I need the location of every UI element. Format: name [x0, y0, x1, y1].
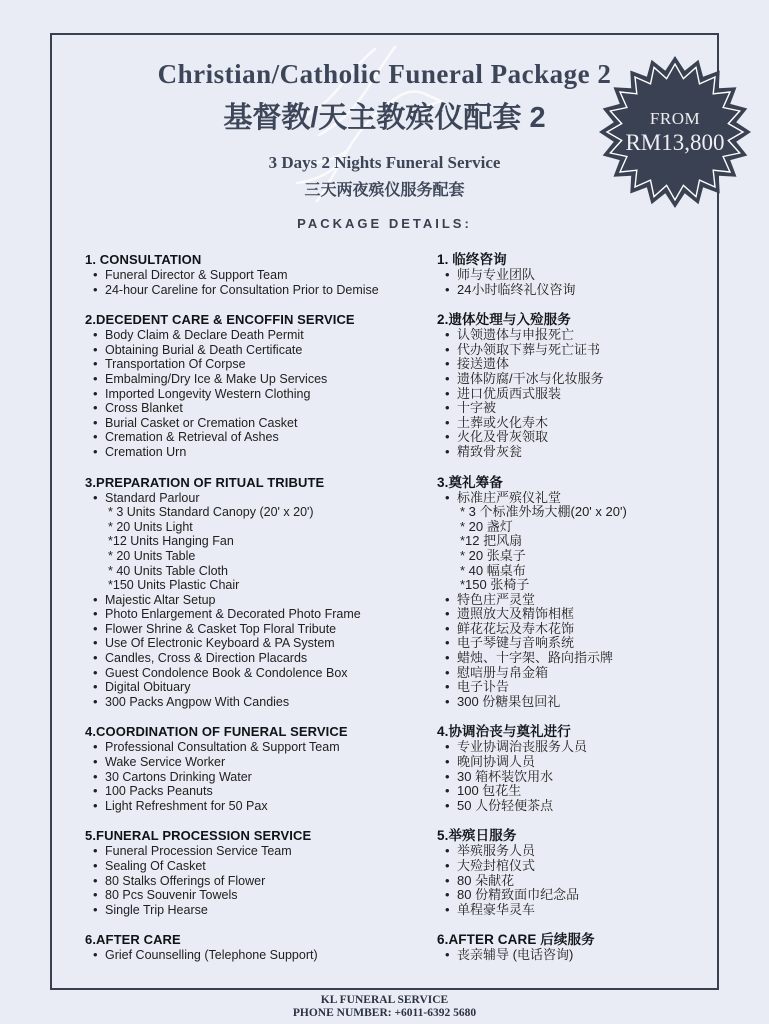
list-item: • 接送遗体	[437, 357, 711, 372]
company-name: KL FUNERAL SERVICE	[320, 994, 449, 1006]
package-section	[437, 252, 711, 297]
sub-list-item: *150 Units Plastic Chair	[108, 578, 240, 593]
section-item-list	[437, 740, 711, 813]
list-item: • Body Claim & Declare Death Permit	[85, 328, 437, 343]
package-section	[437, 475, 711, 710]
list-item: • Light Refreshment for 50 Pax	[85, 799, 437, 814]
list-item: • 电子琴键与音响系统	[437, 636, 711, 651]
list-item: • 师与专业团队	[437, 268, 711, 283]
list-item: • Obtaining Burial & Death Certificate	[85, 343, 437, 358]
phone-number: PHONE NUMBER: +6011-6392 5680	[292, 1007, 477, 1019]
list-item: • Grief Counselling (Telephone Support)	[85, 948, 437, 963]
section-heading: 3.PREPARATION OF RITUAL TRIBUTE	[85, 474, 325, 490]
subtitle-zh: 三天两夜殡仪服务配套	[304, 182, 465, 199]
sub-list-item: * 3 个标准外场大棚(20' x 20')	[460, 504, 627, 520]
section-heading: 2.DECEDENT CARE & ENCOFFIN SERVICE	[85, 312, 355, 328]
list-item: • Wake Service Worker	[85, 755, 437, 770]
package-section	[85, 724, 437, 813]
list-item: • 100 包花生	[437, 784, 711, 799]
section-heading: 6.AFTER CARE	[85, 932, 181, 948]
list-item: • 电子讣告	[437, 680, 711, 695]
section-item-list	[437, 844, 711, 917]
list-item: • Photo Enlargement & Decorated Photo Frame	[85, 607, 437, 622]
list-item: • Cremation & Retrieval of Ashes	[85, 430, 437, 445]
sub-list-item: * 40 Units Table Cloth	[108, 563, 228, 578]
sub-list-item: * 20 Units Table	[108, 548, 196, 563]
list-item: • Majestic Altar Setup	[85, 593, 437, 608]
list-item: • Professional Consultation & Support Team	[85, 740, 437, 755]
section-heading: 6.AFTER CARE 后续服务	[437, 932, 595, 948]
package-section	[437, 932, 711, 963]
list-item: • 30 箱杯装饮用水	[437, 770, 711, 785]
list-item: • 24小时临终礼仪咨询	[437, 283, 711, 298]
list-item: • Burial Casket or Cremation Casket	[85, 416, 437, 431]
list-item: • 代办领取下葬与死亡证书	[437, 343, 711, 358]
list-item: • 标准庄严殡仪礼堂	[437, 491, 711, 506]
price-value: RM13,800	[625, 129, 725, 155]
list-item: • Candles, Cross & Direction Placards	[85, 651, 437, 666]
sub-list-item: * 40 幅桌布	[460, 562, 526, 578]
list-item: • 80 Pcs Souvenir Towels	[85, 888, 437, 903]
package-details-label: PACKAGE DETAILS:	[297, 216, 472, 231]
list-item: • Sealing Of Casket	[85, 859, 437, 874]
section-item-list	[437, 948, 711, 963]
price-from-label: FROM	[649, 108, 701, 128]
list-item: • 24-hour Careline for Consultation Prior to Demise	[85, 283, 437, 298]
list-item: • 土葬或火化寿木	[437, 416, 711, 431]
list-item: • 遗照放大及精饰相框	[437, 607, 711, 622]
package-section	[85, 252, 437, 297]
package-section	[437, 312, 711, 459]
package-section	[437, 828, 711, 917]
sub-list-item: *12 Units Hanging Fan	[108, 534, 234, 549]
page-title-zh: 基督教/天主教殡仪配套 2	[223, 102, 546, 134]
list-item: • 50 人份轻便茶点	[437, 799, 711, 814]
list-item: • Embalming/Dry Ice & Make Up Services	[85, 372, 437, 387]
english-column	[85, 252, 437, 978]
list-item: • 进口优质西式服装	[437, 387, 711, 402]
section-item-list	[85, 491, 437, 710]
section-heading: 3.奠礼筹备	[437, 474, 503, 490]
section-item-list	[85, 948, 437, 963]
list-item: • Funeral Procession Service Team	[85, 844, 437, 859]
package-section	[85, 475, 437, 710]
list-item: • 单程豪华灵车	[437, 903, 711, 918]
list-item: • 慰唁册与帛金箱	[437, 666, 711, 681]
list-item: • 认领遗体与申报死亡	[437, 328, 711, 343]
list-item: • Guest Condolence Book & Condolence Box	[85, 666, 437, 681]
list-item: • Funeral Director & Support Team	[85, 268, 437, 283]
section-heading: 1. CONSULTATION	[85, 252, 202, 267]
package-section	[85, 828, 437, 917]
section-item-list	[85, 268, 437, 297]
sub-list-item: * 20 Units Light	[108, 519, 193, 534]
sub-list-item: * 3 Units Standard Canopy (20' x 20')	[108, 505, 314, 520]
section-item-list	[85, 328, 437, 459]
list-item: • 大殓封棺仪式	[437, 859, 711, 874]
page-footer	[0, 994, 769, 1020]
list-item: • 鲜花花坛及寿木花饰	[437, 622, 711, 637]
sub-list-item: * 20 张桌子	[460, 547, 526, 563]
sub-list-item: *12 把风扇	[460, 533, 523, 549]
section-heading: 4.协调治丧与奠礼进行	[437, 724, 571, 740]
sub-list-item: * 20 盏灯	[460, 518, 513, 534]
list-item: • Single Trip Hearse	[85, 903, 437, 918]
list-item: • Flower Shrine & Casket Top Floral Tribute	[85, 622, 437, 637]
package-section	[437, 724, 711, 813]
list-item: • Cross Blanket	[85, 401, 437, 416]
price-badge-text	[597, 54, 753, 210]
section-heading: 1. 临终咨询	[437, 252, 507, 267]
section-item-list	[85, 844, 437, 917]
list-item: • 80 份精致面巾纪念品	[437, 888, 711, 903]
section-item-list	[437, 268, 711, 297]
list-item: • 30 Cartons Drinking Water	[85, 770, 437, 785]
list-item: • Imported Longevity Western Clothing	[85, 387, 437, 402]
package-columns	[52, 252, 717, 978]
subtitle-en: 3 Days 2 Nights Funeral Service	[268, 153, 501, 172]
package-section	[85, 312, 437, 459]
list-item: • Transportation Of Corpse	[85, 357, 437, 372]
section-heading: 5.举殡日服务	[437, 828, 517, 844]
page-title-en: Christian/Catholic Funeral Package 2	[157, 59, 612, 89]
list-item: • Use Of Electronic Keyboard & PA System	[85, 636, 437, 651]
list-item: • 丧亲辅导 (电话咨询)	[437, 948, 711, 963]
list-item: • Standard Parlour	[85, 491, 437, 506]
section-item-list	[437, 328, 711, 459]
list-item: • 300 份糖果包回礼	[437, 695, 711, 710]
list-item: • Cremation Urn	[85, 445, 437, 460]
section-heading: 5.FUNERAL PROCESSION SERVICE	[85, 828, 312, 844]
section-item-list	[437, 491, 711, 710]
price-badge	[597, 54, 753, 210]
list-item: • 十字被	[437, 401, 711, 416]
list-item: • 80 Stalks Offerings of Flower	[85, 874, 437, 889]
list-item: • 80 朵献花	[437, 874, 711, 889]
list-item: • 遗体防腐/干冰与化妆服务	[437, 372, 711, 387]
section-item-list	[85, 740, 437, 813]
list-item: • 精致骨灰瓮	[437, 445, 711, 460]
list-item: • 专业协调治丧服务人员	[437, 740, 711, 755]
section-heading: 4.COORDINATION OF FUNERAL SERVICE	[85, 724, 348, 740]
section-heading: 2.遗体处理与入殓服务	[437, 312, 571, 328]
list-item: • 晚间协调人员	[437, 755, 711, 770]
list-item: • Digital Obituary	[85, 680, 437, 695]
list-item: • 举殡服务人员	[437, 844, 711, 859]
chinese-column	[437, 252, 711, 978]
package-section	[85, 932, 437, 963]
list-item: • 特色庄严灵堂	[437, 593, 711, 608]
list-item: • 100 Packs Peanuts	[85, 784, 437, 799]
list-item: • 300 Packs Angpow With Candies	[85, 695, 437, 710]
sub-list-item: *150 张椅子	[460, 577, 530, 593]
list-item: • 火化及骨灰领取	[437, 430, 711, 445]
list-item: • 蜡烛、十字架、路向指示牌	[437, 651, 711, 666]
